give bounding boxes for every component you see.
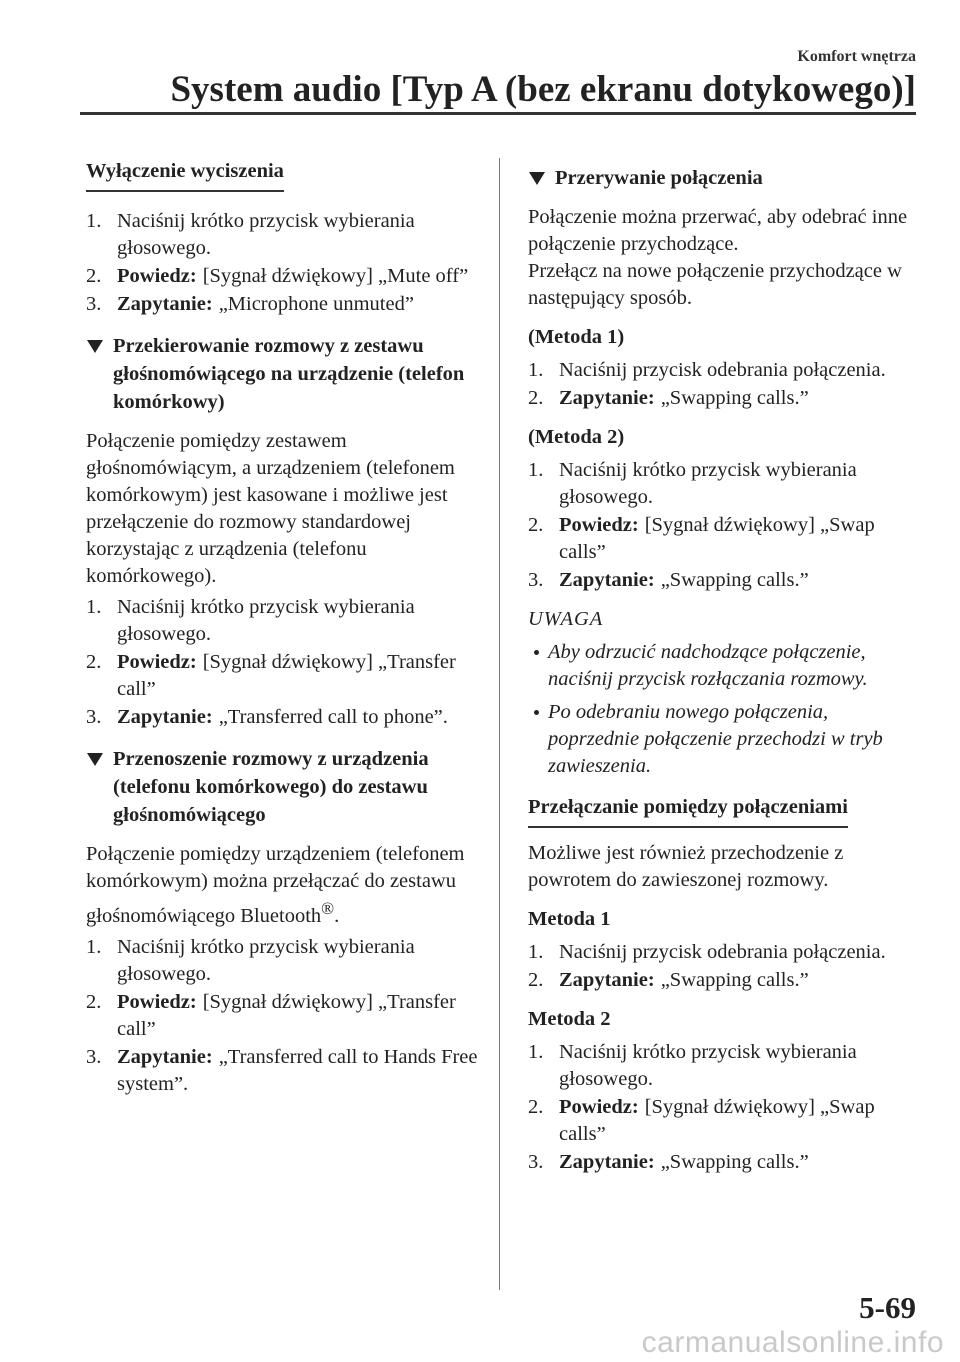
step-keyword: Powiedz:	[117, 651, 197, 673]
step-number: 1.	[528, 1041, 544, 1063]
heading-to-handsfree	[86, 745, 478, 829]
step-item	[528, 385, 922, 412]
step-number: 1.	[528, 459, 544, 481]
bullet-dot-icon	[534, 650, 539, 655]
method-label: Metoda 1	[528, 908, 611, 930]
triangle-bullet-icon	[529, 172, 545, 185]
step-number: 1.	[528, 359, 544, 381]
paragraph-to-phone: Połączenie pomiędzy zestawem głośnomówiącym, a urządzeniem (telefonem komórkowym) jest kasowane i możliwe jest przełączenie do rozmowy standardowej korzystając z urządzenia (telefonu komórkowego).	[86, 430, 455, 587]
paragraph-text: Połączenie pomiędzy urządzeniem (telefonem komórkowym) można przełączać do zestawu głośnomówiącego Bluetooth	[86, 843, 465, 927]
step-number: 3.	[528, 569, 544, 591]
step-number: 3.	[86, 293, 102, 315]
step-keyword: Powiedz:	[117, 990, 197, 1013]
triangle-bullet-icon	[87, 753, 103, 766]
step-item	[86, 1044, 478, 1098]
steps-to-phone	[86, 594, 478, 731]
step-text: [Sygnał dźwiękowy] „Transfer call”	[117, 990, 456, 1040]
step-number: 1.	[86, 210, 102, 232]
method-label: Metoda 2	[528, 1008, 611, 1030]
step-keyword: Zapytanie:	[559, 1151, 655, 1173]
step-item	[528, 967, 922, 994]
step-item	[528, 567, 922, 594]
step-keyword: Zapytanie:	[117, 706, 213, 728]
step-number: 2.	[528, 514, 544, 536]
page-number: 5-69	[859, 1290, 916, 1325]
step-keyword: Powiedz:	[117, 265, 197, 287]
step-keyword: Powiedz:	[559, 1096, 639, 1118]
step-text: „Transferred call to Hands Free system”.	[117, 1045, 478, 1095]
step-number: 3.	[528, 1151, 544, 1173]
step-keyword: Zapytanie:	[117, 1045, 213, 1068]
step-item	[528, 512, 922, 566]
step-item	[86, 934, 478, 988]
triangle-bullet-icon	[87, 340, 103, 353]
step-text: [Sygnał dźwiękowy] „Swap calls”	[559, 1096, 875, 1145]
step-text: [Sygnał dźwiękowy] „Transfer call”	[117, 651, 456, 700]
header-rule	[80, 112, 916, 115]
paragraph-interrupt-1: Połączenie można przerwać, aby odebrać inne połączenie przychodzące.	[528, 206, 908, 255]
steps-interrupt-method2	[528, 457, 922, 594]
step-number: 2.	[528, 1096, 544, 1118]
step-text: „Swapping calls.”	[660, 1151, 809, 1173]
step-item	[528, 1149, 922, 1176]
note-text: Aby odrzucić nadchodzące połączenie, naciśnij przycisk rozłączania rozmowy.	[548, 641, 868, 690]
steps-switching-method1	[528, 939, 922, 994]
note-item	[528, 699, 922, 780]
method-label: (Metoda 1)	[528, 326, 625, 348]
step-item	[86, 989, 478, 1043]
paragraph-interrupt-2: Przełącz na nowe połączenie przychodzące w następujący sposób.	[528, 260, 902, 309]
method-label: (Metoda 2)	[528, 426, 625, 448]
step-text: Naciśnij krótko przycisk wybierania głosowego.	[117, 935, 415, 985]
steps-unmute	[86, 208, 478, 318]
heading-switching: Przełączanie pomiędzy połączeniami	[528, 794, 848, 828]
step-number: 3.	[86, 706, 102, 728]
left-column	[86, 158, 478, 1108]
step-item	[86, 263, 478, 290]
column-divider	[499, 158, 500, 1290]
heading-unmute: Wyłączenie wyciszenia	[86, 158, 284, 192]
step-keyword: Zapytanie:	[559, 969, 655, 991]
step-number: 3.	[86, 1045, 102, 1068]
steps-switching-method2	[528, 1039, 922, 1176]
step-item	[86, 704, 478, 731]
page-title: System audio [Typ A (bez ekranu dotykowego)]	[170, 69, 916, 110]
step-item	[86, 208, 478, 262]
step-number: 1.	[86, 935, 102, 958]
step-text: Naciśnij krótko przycisk wybierania głosowego.	[559, 1041, 857, 1090]
note-text: Po odebraniu nowego połączenia, poprzednie połączenie przechodzi w tryb zawieszenia.	[548, 701, 883, 777]
heading-to-phone	[86, 332, 478, 416]
step-text: „Transferred call to phone”.	[218, 706, 448, 728]
step-number: 1.	[86, 596, 102, 618]
heading-interrupt	[528, 164, 922, 192]
step-text: „Microphone unmuted”	[218, 293, 414, 315]
step-number: 2.	[528, 969, 544, 991]
step-number: 2.	[86, 265, 102, 287]
step-text: „Swapping calls.”	[660, 569, 809, 591]
step-item	[86, 649, 478, 703]
notes-list	[528, 639, 922, 780]
paragraph-to-handsfree	[86, 841, 478, 930]
heading-text: Przerywanie połączenia	[555, 167, 763, 189]
step-keyword: Zapytanie:	[559, 387, 655, 409]
step-text: „Swapping calls.”	[660, 387, 809, 409]
step-text: Naciśnij krótko przycisk wybierania głosowego.	[117, 210, 415, 259]
bullet-dot-icon	[534, 710, 539, 715]
step-item	[86, 291, 478, 318]
note-item	[528, 639, 922, 693]
step-number: 2.	[528, 387, 544, 409]
heading-text: Przenoszenie rozmowy z urządzenia (telefonu komórkowego) do zestawu głośnomówiącego	[113, 748, 429, 826]
registered-mark: ®	[321, 899, 335, 918]
section-name: Komfort wnętrza	[797, 48, 916, 65]
steps-interrupt-method1	[528, 357, 922, 412]
step-item	[86, 594, 478, 648]
steps-to-handsfree	[86, 934, 478, 1098]
step-item	[528, 1039, 922, 1093]
heading-text: Przekierowanie rozmowy z zestawu głośnomówiącego na urządzenie (telefon komórkowy)	[113, 335, 465, 413]
step-text: „Swapping calls.”	[660, 969, 809, 991]
step-keyword: Powiedz:	[559, 514, 639, 536]
note-title: UWAGA	[528, 608, 604, 630]
watermark: carmanualsonline.info	[641, 1326, 944, 1359]
step-number: 2.	[86, 651, 102, 673]
right-column	[528, 158, 922, 1186]
step-keyword: Zapytanie:	[117, 293, 213, 315]
step-text: Naciśnij przycisk odebrania połączenia.	[559, 359, 886, 381]
step-text: Naciśnij krótko przycisk wybierania głosowego.	[559, 459, 857, 508]
step-text: [Sygnał dźwiękowy] „Mute off”	[202, 265, 469, 287]
step-item	[528, 357, 922, 384]
step-number: 2.	[86, 990, 102, 1013]
step-text: [Sygnał dźwiękowy] „Swap calls”	[559, 514, 875, 563]
step-item	[528, 1094, 922, 1148]
step-keyword: Zapytanie:	[559, 569, 655, 591]
step-item	[528, 939, 922, 966]
step-number: 1.	[528, 941, 544, 963]
paragraph-switching: Możliwe jest również przechodzenie z powrotem do zawieszonej rozmowy.	[528, 842, 844, 891]
step-item	[528, 457, 922, 511]
step-text: Naciśnij krótko przycisk wybierania głosowego.	[117, 596, 415, 645]
paragraph-end: .	[334, 904, 340, 927]
step-text: Naciśnij przycisk odebrania połączenia.	[559, 941, 886, 963]
